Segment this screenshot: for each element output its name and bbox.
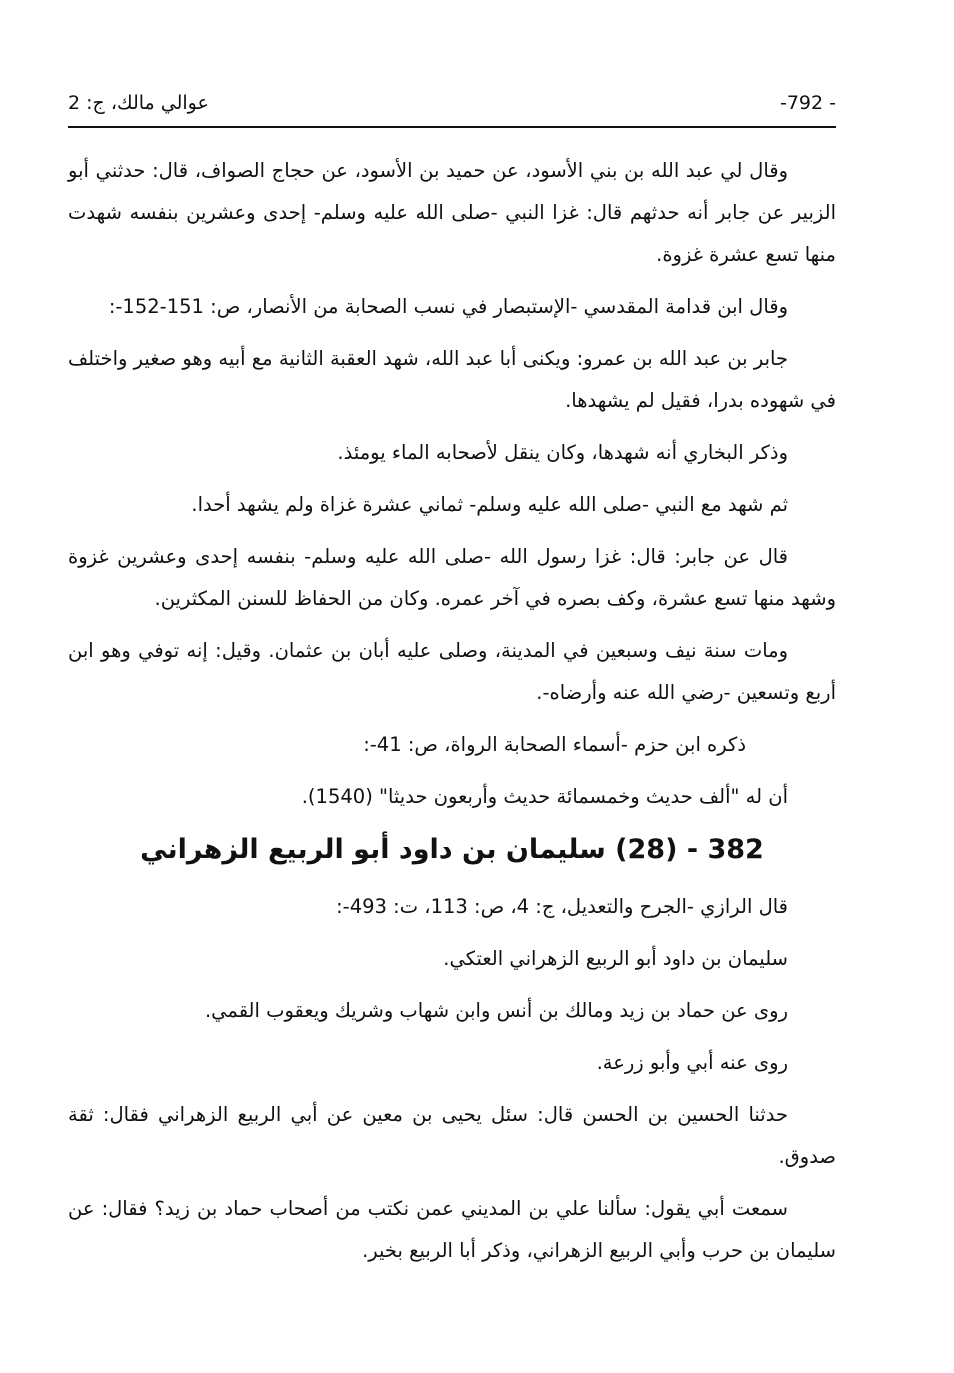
- running-title: عوالي مالك، ج: 2: [68, 92, 209, 114]
- paragraph: وقال ابن قدامة المقدسي -الإستبصار في نسب الصحابة من الأنصار، ص: 151-152-:: [108, 295, 788, 318]
- paragraph: روى عنه أبي وأبو زرعة.: [596, 1051, 788, 1074]
- paragraph: ذكره ابن حزم -أسماء الصحابة الرواة، ص: 41-:: [363, 733, 746, 756]
- paragraph: سليمان بن داود أبو الربيع الزهراني العتكي.: [443, 947, 788, 970]
- paragraph: وذكر البخاري أنه شهدها، وكان ينقل لأصحابه الماء يومئذ.: [337, 441, 788, 464]
- paragraph: ثم شهد مع النبي -صلى الله عليه وسلم- ثماني عشرة غزاة ولم يشهد أحدا.: [191, 493, 788, 516]
- paragraph: قال الرازي -الجرح والتعديل، ج: 4، ص: 113، ت: 493-:: [336, 895, 788, 918]
- paragraph: حدثنا الحسين بن الحسن قال: سئل يحيى بن معين عن أبي الربيع الزهراني فقال: ثقة صدوق.: [68, 1103, 836, 1168]
- paragraph: أن له "ألف حديث وخمسمائة حديث وأربعون حديثا" (1540).: [301, 785, 788, 808]
- body-text: [68, 150, 836, 1282]
- paragraph: روى عن حماد بن زيد ومالك بن أنس وابن شهاب وشريك ويعقوب القمي.: [204, 999, 788, 1022]
- paragraph: جابر بن عبد الله بن عمرو: ويكنى أبا عبد الله، شهد العقبة الثانية مع أبيه وهو صغير واختلف في شهوده بدرا، فقيل لم يشهدها.: [68, 347, 836, 412]
- entry-heading: 382 - (28) سليمان بن داود أبو الربيع الزهراني: [140, 834, 764, 865]
- paragraph: وقال لي عبد الله بن بني الأسود، عن حميد بن الأسود، عن حجاج الصواف، قال: حدثني أبو الزبير عن جابر أنه حدثهم قال: غزا النبي -صلى الله عليه وسلم- إحدى وعشرين بنفسه شهدت منها تسع عشرة غزوة.: [68, 159, 836, 266]
- paragraph: ومات سنة نيف وسبعين في المدينة، وصلى عليه أبان بن عثمان. وقيل: إنه توفي وهو ابن أربع وتسعين -رضي الله عنه وأرضاه-.: [68, 639, 836, 704]
- header-rule: [68, 126, 836, 128]
- paragraph: سمعت أبي يقول: سألنا علي بن المديني عمن نكتب من أصحاب حماد بن زيد؟ فقال: عن سليمان بن حرب وأبي الربيع الزهراني، وذكر أبا الربيع بخير.: [68, 1197, 836, 1262]
- page-header: [68, 90, 836, 124]
- paragraph: قال عن جابر: قال: غزا رسول الله -صلى الله عليه وسلم- بنفسه إحدى وعشرين غزوة وشهد منها تسع عشرة، وكف بصره في آخر عمره. وكان من الحفاظ للسنن المكثرين.: [68, 545, 836, 610]
- page-number: -792 -: [779, 92, 836, 114]
